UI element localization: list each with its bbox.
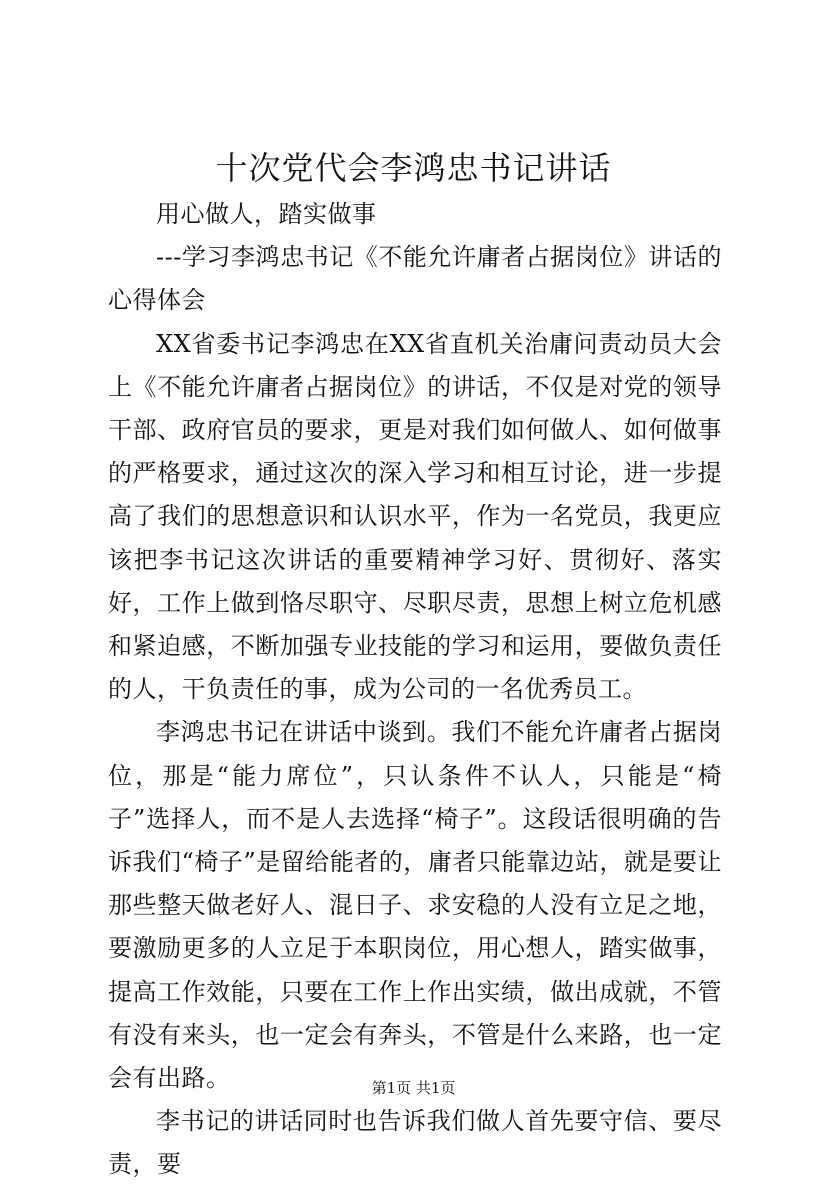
- page-footer: 第1页 共1页: [371, 1079, 456, 1097]
- paragraph-1: XX省委书记李鸿忠在XX省直机关治庸问责动员大会上《不能允许庸者占据岗位》的讲话，不仅是对党的领导干部、政府官员的要求，更是对我们如何做人、如何做事的严格要求，通过这次的深入学习和相互讨论，进一步提高了我们的思想意识和认识水平，作为一名党员，我更应该把李书记这次讲话的重要精神学习好、贯彻好、落实好，工作上做到恪尽职守、尽职尽责，思想上树立危机感和紧迫感，不断加强专业技能的学习和运用，要做负责任的人，干负责任的事，成为公司的一名优秀员工。: [108, 329, 722, 704]
- paragraph-2: 李鸿忠书记在讲话中谈到。我们不能允许庸者占据岗位，那是“能力席位”，只认条件不认人，只能是“椅子”选择人，而不是人去选择“椅子”。这段话很明确的告诉我们“椅子”是留给能者的，庸者只能靠边站，就是要让那些整天做老好人、混日子、求安稳的人没有立足之地，要激励更多的人立足于本职岗位，用心想人，踏实做事，提高工作效能，只要在工作上作出实绩，做出成就，不管有没有来头，也一定会有奔头，不管是什么来路，也一定会有出路。: [108, 718, 722, 1093]
- document-body: [108, 193, 722, 1187]
- document-title: 十次党代会李鸿忠书记讲话: [215, 149, 612, 187]
- subtitle-line: 用心做人，踏实做事: [156, 200, 377, 228]
- subtitle-detail: ---学习李鸿忠书记《不能允许庸者占据岗位》讲话的心得体会: [108, 243, 722, 315]
- paragraph-3: 李书记的讲话同时也告诉我们做人首先要守信、要尽责，要: [108, 1107, 722, 1179]
